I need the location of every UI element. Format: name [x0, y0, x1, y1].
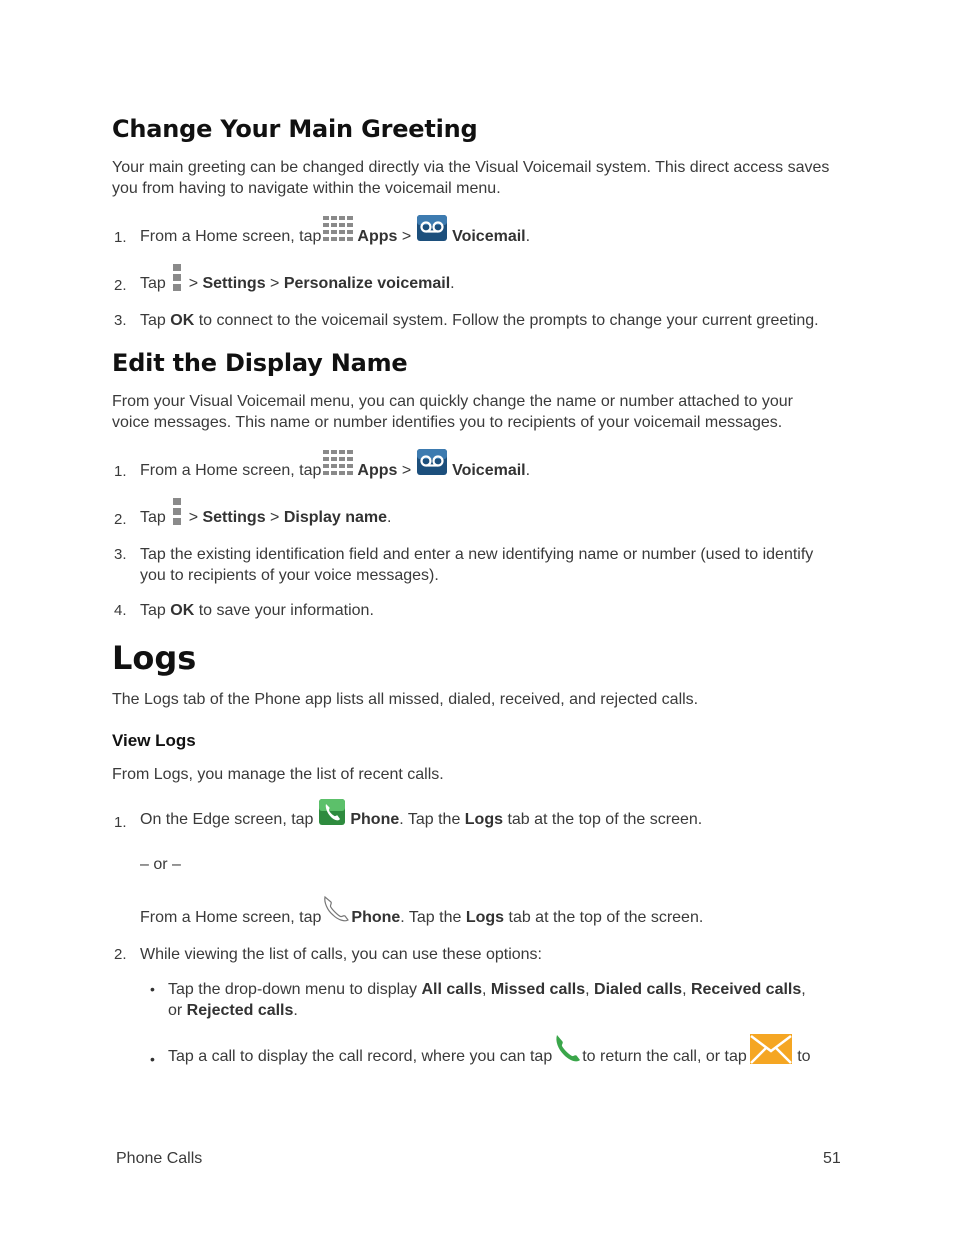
menu-dots-icon: [170, 262, 184, 300]
section-heading: Edit the Display Name: [112, 349, 408, 377]
page-number: 51: [823, 1150, 841, 1167]
step-number: 1.: [114, 814, 127, 831]
step-number: 3.: [114, 546, 127, 563]
list-item-text: From a Home screen, tap Apps > Voicemail.: [140, 448, 530, 484]
list-item-text: Tap > Settings > Personalize voicemail.: [140, 262, 455, 300]
list-item-text: Tap the existing identification field and enter a new identifying name or number (used to identify you to recipients of your voice messages).: [140, 546, 814, 584]
list-item-text: Tap > Settings > Display name.: [140, 496, 391, 534]
apps-grid-icon: [321, 214, 357, 250]
list-item-text: From a Home screen, tap Apps > Voicemail.: [140, 214, 530, 250]
bullet-icon: •: [150, 981, 155, 997]
section-intro: The Logs tab of the Phone app lists all missed, dialed, received, and rejected calls.: [112, 691, 699, 708]
menu-dots-icon: [170, 496, 184, 534]
section-intro: From your Visual Voicemail menu, you can quickly change the name or number attached to your voice messages. This name or number identifies you to recipients of your voicemail messages.: [112, 393, 793, 431]
page-heading: Logs: [112, 639, 197, 677]
step-number: 4.: [114, 602, 127, 619]
bullet-text: Tap the drop-down menu to display All calls, Missed calls, Dialed calls, Received calls, or Rejected calls.: [168, 981, 806, 1019]
section-heading: Change Your Main Greeting: [112, 115, 478, 143]
footer-section-title: Phone Calls: [116, 1150, 203, 1167]
phone-outline-icon: [321, 894, 351, 930]
list-item-text: While viewing the list of calls, you can use these options:: [140, 946, 542, 963]
list-item-text: Tap OK to save your information.: [140, 602, 374, 619]
voicemail-icon: [416, 448, 448, 484]
list-item: [114, 229, 127, 247]
list-item-text: On the Edge screen, tap Phone. Tap the Logs tab at the top of the screen.: [140, 798, 702, 832]
subsection-heading: View Logs: [112, 731, 196, 750]
or-separator: – or –: [140, 856, 181, 873]
subsection-intro: From Logs, you manage the list of recent calls.: [112, 766, 444, 783]
phone-app-icon: [318, 798, 346, 832]
bullet-icon: •: [150, 1051, 155, 1067]
phone-green-icon: [552, 1033, 582, 1071]
bullet-text: Tap a call to display the call record, where you can tap to return the call, or tap to: [168, 1033, 811, 1071]
list-item-text: Tap OK to connect to the voicemail system. Follow the prompts to change your current greeting.: [140, 312, 819, 329]
section-intro: Your main greeting can be changed directly via the Visual Voicemail system. This direct access saves you from having to navigate within the voicemail menu.: [112, 159, 830, 197]
step-number: 1.: [114, 463, 127, 480]
step-number: 3.: [114, 312, 127, 329]
step-number: 2.: [114, 511, 127, 528]
step-number: 1.: [114, 229, 127, 246]
message-envelope-icon: [749, 1033, 793, 1071]
voicemail-icon: [416, 214, 448, 250]
step-number: 2.: [114, 277, 127, 294]
list-item-text: From a Home screen, tap Phone. Tap the Logs tab at the top of the screen.: [140, 894, 703, 930]
apps-grid-icon: [321, 448, 357, 484]
step-number: 2.: [114, 946, 127, 963]
